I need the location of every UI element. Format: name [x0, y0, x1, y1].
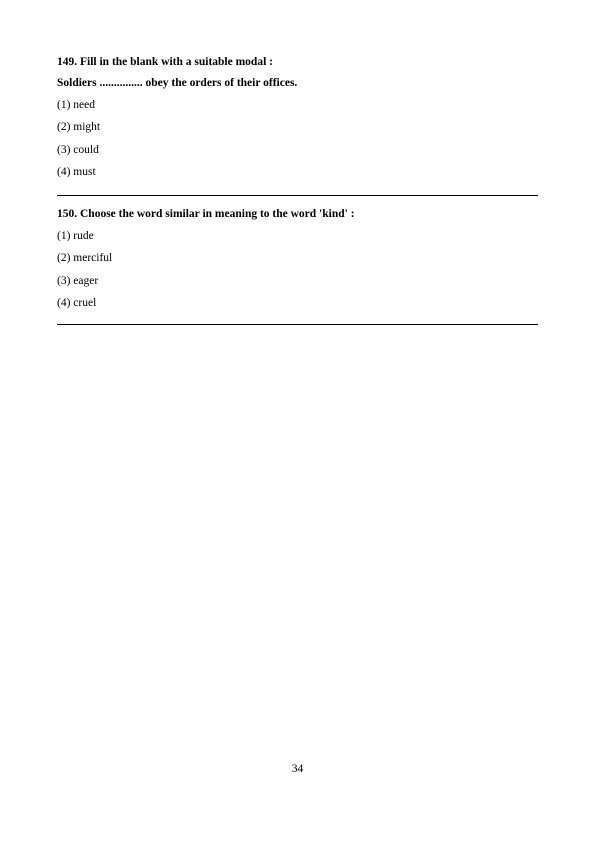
option-4: (4) cruel [57, 296, 97, 309]
section-divider [57, 324, 538, 325]
question-150 [57, 207, 538, 318]
page-number: 34 [291, 763, 304, 775]
option-3: (3) could [57, 143, 99, 156]
option-4: (4) must [57, 165, 96, 178]
option-2: (2) might [57, 121, 101, 134]
question-heading: 150. Choose the word similar in meaning to the word 'kind' : [57, 208, 355, 220]
question-heading: 149. Fill in the blank with a suitable modal : [57, 56, 273, 68]
option-3: (3) eager [57, 274, 99, 287]
option-2: (2) merciful [57, 252, 113, 265]
question-149 [57, 55, 538, 187]
option-1: (1) need [57, 99, 95, 111]
question-stem: Soldiers ............... obey the orders of their offices. [57, 77, 298, 89]
section-divider [57, 195, 538, 196]
option-1: (1) rude [57, 230, 94, 242]
